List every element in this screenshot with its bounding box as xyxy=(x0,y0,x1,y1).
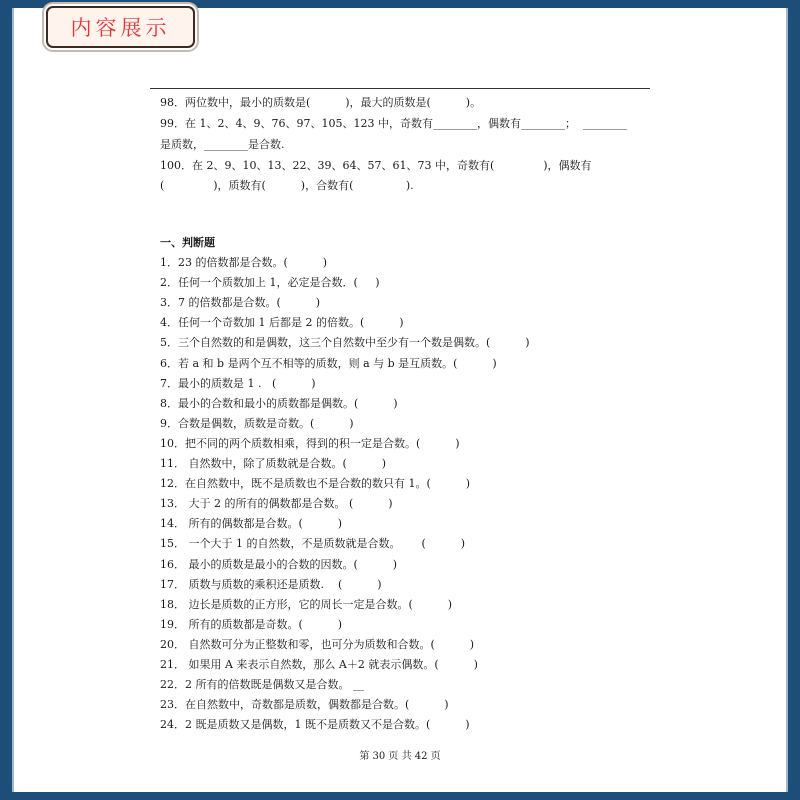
question-line: 98．两位数中，最小的质数是( )，最大的质数是( )。 xyxy=(160,96,482,109)
judgement-item: 6．若 a 和 b 是两个互不相等的质数，则 a 与 b 是互质数。( ) xyxy=(160,357,497,370)
judgement-item: 22．2 所有的倍数既是偶数又是合数。 __ xyxy=(160,678,364,691)
judgement-item: 24．2 既是质数又是偶数，1 既不是质数又不是合数。( ) xyxy=(160,718,470,731)
frame-bottom-band xyxy=(0,792,800,800)
question-line: ( )，质数有( )，合数有( ). xyxy=(160,179,414,192)
section-title: 一、判断题 xyxy=(160,236,215,249)
judgement-item: 16． 最小的质数是最小的合数的因数。( ) xyxy=(160,558,398,571)
judgement-item: 17． 质数与质数的乘积还是质数. ( ) xyxy=(160,578,382,591)
judgement-item: 5．三个自然数的和是偶数，这三个自然数中至少有一个数是偶数。( ) xyxy=(160,336,530,349)
judgement-item: 13． 大于 2 的所有的偶数都是合数。 ( ) xyxy=(160,497,393,510)
judgement-item: 9．合数是偶数，质数是奇数。( ) xyxy=(160,417,354,430)
judgement-item: 3．7 的倍数都是合数。( ) xyxy=(160,296,321,309)
judgement-item: 14． 所有的偶数都是合数。( ) xyxy=(160,517,343,530)
badge-label: 内容展示 xyxy=(70,16,171,40)
judgement-item: 7．最小的质数是 1 . ( ) xyxy=(160,377,316,390)
content-display-badge xyxy=(46,6,195,48)
question-line: 是质数，________是合数. xyxy=(160,138,285,151)
question-line: 99．在 1、2、4、9、76、97、105、123 中，奇数有________，偶数有________； ________ xyxy=(160,117,627,130)
judgement-item: 15． 一个大于 1 的自然数，不是质数就是合数。 ( ) xyxy=(160,537,466,550)
judgement-item: 11． 自然数中，除了质数就是合数。( ) xyxy=(160,457,387,470)
judgement-item: 20． 自然数可分为正整数和零，也可分为质数和合数。( ) xyxy=(160,638,475,651)
judgement-item: 1．23 的倍数都是合数。( ) xyxy=(160,256,328,269)
judgement-item: 19． 所有的质数都是奇数。( ) xyxy=(160,618,343,631)
header-rule xyxy=(150,88,650,89)
judgement-item: 10．把不同的两个质数相乘，得到的积一定是合数。( ) xyxy=(160,437,460,450)
judgement-item: 2．任何一个质数加上 1，必定是合数．( ) xyxy=(160,276,380,289)
judgement-item: 12．在自然数中，既不是质数也不是合数的数只有 1。( ) xyxy=(160,477,471,490)
judgement-item: 21． 如果用 A 来表示自然数，那么 A＋2 就表示偶数。( ) xyxy=(160,658,478,671)
judgement-item: 23．在自然数中，奇数都是质数，偶数都是合数。( ) xyxy=(160,698,449,711)
judgement-item: 18． 边长是质数的正方形，它的周长一定是合数。( ) xyxy=(160,598,453,611)
page-footer: 第 30 页 共 42 页 xyxy=(359,751,441,762)
judgement-item: 8．最小的合数和最小的质数都是偶数。( ) xyxy=(160,397,398,410)
judgement-item: 4．任何一个奇数加 1 后都是 2 的倍数。( ) xyxy=(160,316,404,329)
question-line: 100．在 2、9、10、13、22、39、64、57、61、73 中，奇数有( )，偶数有 xyxy=(160,159,592,172)
